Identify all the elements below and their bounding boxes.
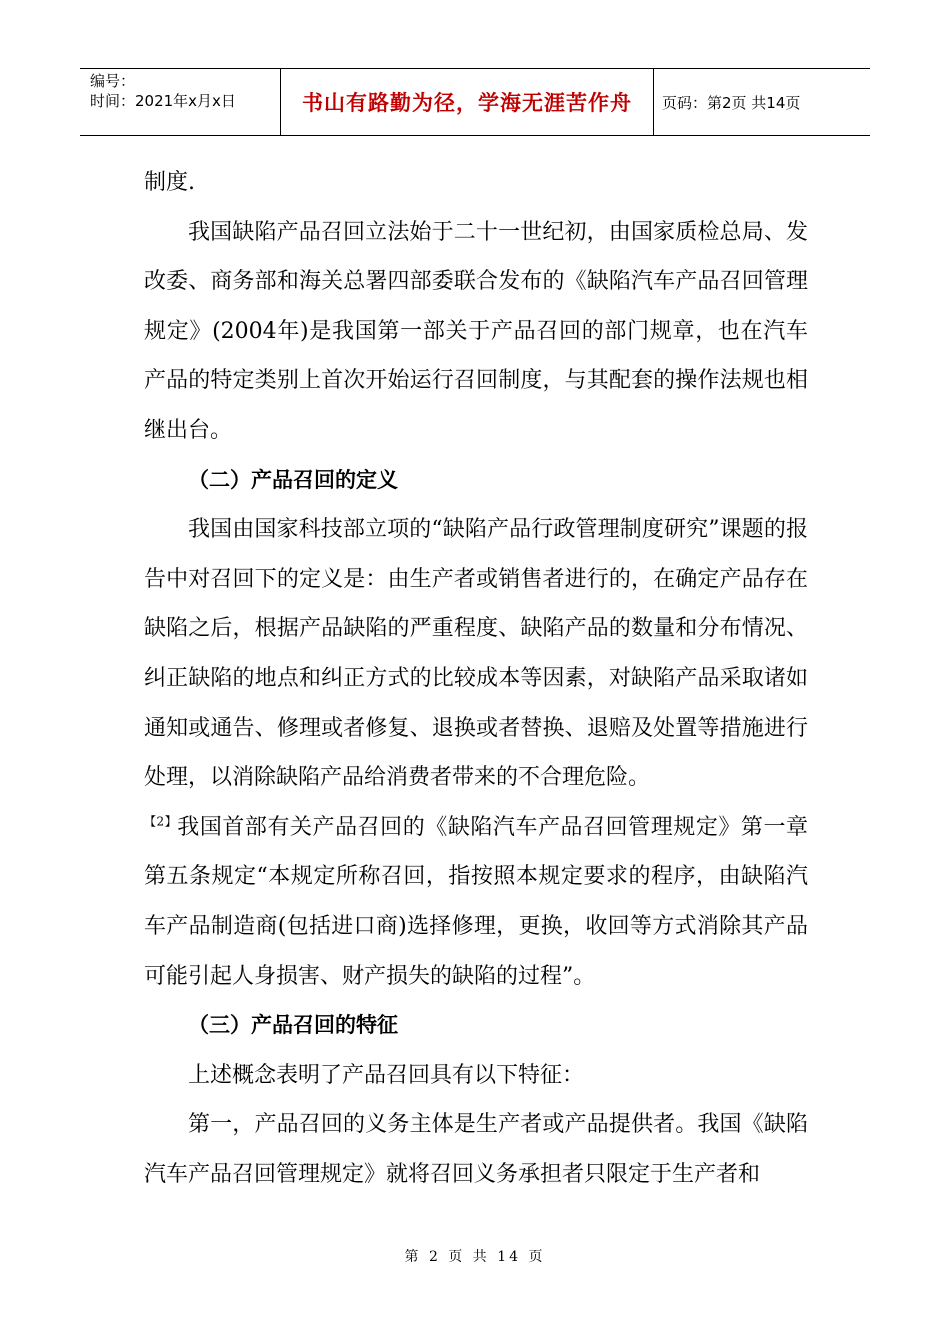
paragraph: 我国由国家科技部立项的“缺陷产品行政管理制度研究”课题的报告中对召回下的定义是：由生产者或销售者进行的，在确定产品存在缺陷之后，根据产品缺陷的严重程度、缺陷产品的数量和分布情况、纠正缺陷的地点和纠正方式的比较成本等因素，对缺陷产品采取诸如通知或通告、修理或者修复、退换或者替换、退赔及处置等措施进行处理，以消除缺陷产品给消费者带来的不合理危险。 [144,517,808,791]
document-time-label: 时间：2021年x月x日 [90,92,236,110]
paragraph: 制度. [144,170,195,195]
document-number-label: 编号： [90,72,136,90]
paragraph: 我国缺陷产品召回立法始于二十一世纪初，由国家质检总局、发改委、商务部和海关总署四部委联合发布的《缺陷汽车产品召回管理规定》(2004年)是我国第一部关于产品召回的部门规章，也在汽车产品的特定类别上首次开始运行召回制度，与其配套的操作法规也相继出台。 [144,219,808,443]
paragraph-text: 我国首部有关产品召回的《缺陷汽车产品召回管理规定》第一章第五条规定“本规定所称召回，指按照本规定要求的程序，由缺陷汽车产品制造商(包括进口商)选择修理，更换，收回等方式消除其产品可能引起人身损害、财产损失的缺陷的过程”。 [144,814,808,989]
paragraph: 上述概念表明了产品召回具有以下特征： [188,1062,585,1088]
paragraph: 第一，产品召回的义务主体是生产者或产品提供者。我国《缺陷汽车产品召回管理规定》就将召回义务承担者只限定于生产者和 [144,1112,808,1187]
citation-marker: 【2】 [144,814,178,829]
header-page-info: 页码：第2页 共14页 [662,93,801,112]
page-footer: 第 2 页 共 14 页 [404,1249,546,1265]
header-page-cell [654,69,870,135]
section-heading: （三）产品召回的特征 [188,1013,398,1038]
document-body [144,158,808,1199]
page-header [80,68,870,136]
header-motto: 书山有路勤为径，学海无涯苦作舟 [302,91,632,115]
header-motto-cell [281,69,654,135]
header-meta [80,69,281,135]
paragraph [144,803,808,1001]
section-heading: （二）产品召回的定义 [188,467,398,492]
